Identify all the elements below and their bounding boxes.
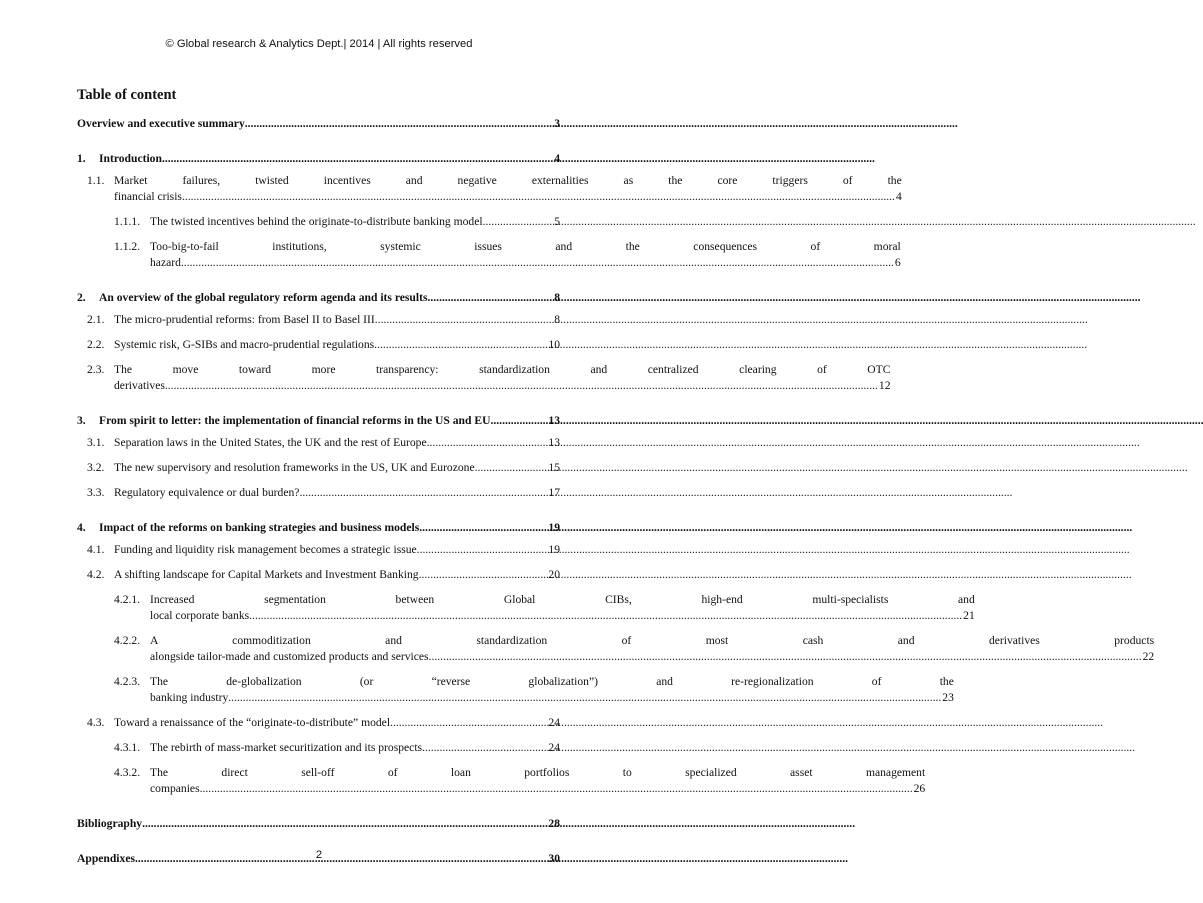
toc-entry-number: 4.2.2. bbox=[114, 634, 141, 647]
toc-entry-4-3[interactable] bbox=[87, 715, 560, 731]
toc-page-number: 13 bbox=[548, 414, 560, 427]
leader-dots bbox=[427, 435, 548, 451]
toc-entry-4-3-1[interactable] bbox=[114, 740, 560, 756]
toc-page-number: 17 bbox=[548, 486, 560, 499]
toc-page-number: 12 bbox=[878, 379, 891, 392]
leader-dots bbox=[419, 520, 547, 536]
leader-dots bbox=[162, 151, 553, 167]
table-of-contents bbox=[77, 112, 1155, 867]
toc-entry-4-1[interactable] bbox=[87, 542, 560, 558]
toc-entry-1-1-1[interactable] bbox=[114, 214, 560, 230]
toc-entry-title: An overview of the global regulatory reform agenda and its results bbox=[99, 291, 428, 304]
toc-entry-title-line1: A commoditization and standardization of most cash and derivatives products bbox=[150, 634, 1155, 647]
leader-dots bbox=[182, 189, 895, 205]
leader-dots bbox=[245, 116, 553, 132]
leader-dots bbox=[490, 413, 547, 429]
toc-entry-title-line1: Market failures, twisted incentives and negative externalities as the core triggers of the bbox=[114, 174, 902, 187]
toc-entry-bibliography[interactable] bbox=[77, 816, 560, 832]
leader-dots bbox=[374, 337, 547, 353]
toc-entry-title: Overview and executive summary bbox=[77, 117, 245, 130]
toc-page-number: 30 bbox=[548, 852, 560, 865]
leader-dots bbox=[427, 290, 553, 306]
toc-page-number: 26 bbox=[913, 782, 926, 795]
toc-entry-number: 4.2.1. bbox=[114, 593, 141, 606]
toc-entry-4-2[interactable] bbox=[87, 567, 560, 583]
toc-page-number: 23 bbox=[942, 691, 954, 704]
toc-entry-title-line1: The de-globalization (or “reverse globalization”) and re-regionalization of the bbox=[150, 675, 954, 688]
toc-entry-number: 3.1. bbox=[87, 436, 105, 449]
leader-dots bbox=[390, 715, 547, 731]
toc-entry-title-line1: Increased segmentation between Global CIBs, high-end multi-specialists and bbox=[150, 593, 975, 606]
toc-entry-title-line2: derivatives bbox=[114, 379, 165, 392]
toc-entry-title: The new supervisory and resolution frameworks in the US, UK and Eurozone bbox=[114, 461, 475, 474]
toc-entry-number: 3.3. bbox=[87, 486, 105, 499]
leader-dots bbox=[299, 485, 547, 501]
toc-entry-title: Toward a renaissance of the “originate-to-distribute” model bbox=[114, 716, 391, 729]
toc-entry-number: 4. bbox=[77, 521, 86, 534]
toc-entry-1-1[interactable] bbox=[87, 173, 902, 205]
toc-entry-number: 1. bbox=[77, 152, 86, 165]
toc-page-number: 22 bbox=[1142, 650, 1155, 663]
toc-entry-number: 1.1.2. bbox=[114, 240, 141, 253]
toc-entry-title: Systemic risk, G-SIBs and macro-prudential regulations bbox=[114, 338, 375, 351]
toc-page-number: 8 bbox=[554, 291, 560, 304]
toc-page-number: 13 bbox=[548, 436, 560, 449]
toc-entry-4-3-2[interactable] bbox=[114, 765, 926, 797]
toc-entry-section-2[interactable] bbox=[77, 290, 560, 306]
toc-entry-2-2[interactable] bbox=[87, 337, 560, 353]
toc-entry-number: 4.3.2. bbox=[114, 766, 141, 779]
leader-dots bbox=[483, 214, 554, 230]
toc-page-number: 19 bbox=[548, 543, 560, 556]
toc-entry-number: 2.1. bbox=[87, 313, 105, 326]
toc-entry-title: The rebirth of mass-market securitization and its prospects bbox=[150, 741, 423, 754]
toc-entry-1-1-2[interactable] bbox=[114, 239, 901, 271]
leader-dots bbox=[142, 816, 547, 832]
toc-page-number: 15 bbox=[548, 461, 560, 474]
toc-page-number: 28 bbox=[548, 817, 560, 830]
leader-dots bbox=[475, 460, 548, 476]
leader-dots bbox=[375, 312, 553, 328]
leader-dots bbox=[429, 649, 1142, 665]
toc-entry-number: 1.1.1. bbox=[114, 215, 141, 228]
toc-entry-title: Bibliography bbox=[77, 817, 143, 830]
leader-dots bbox=[249, 608, 962, 624]
page-header: © Global research & Analytics Dept.| 2014 | All rights reserved bbox=[165, 38, 473, 50]
toc-entry-number: 3.2. bbox=[87, 461, 105, 474]
toc-entry-number: 4.2.3. bbox=[114, 675, 141, 688]
toc-entry-title: The micro-prudential reforms: from Basel II to Basel III bbox=[114, 313, 375, 326]
leader-dots bbox=[200, 781, 913, 797]
toc-page-number: 24 bbox=[548, 741, 560, 754]
toc-page-number: 20 bbox=[548, 568, 560, 581]
toc-entry-title-line2: local corporate banks bbox=[150, 609, 250, 622]
toc-page-number: 21 bbox=[963, 609, 975, 622]
toc-entry-number: 2.3. bbox=[87, 363, 105, 376]
toc-entry-title-line1: The direct sell-off of loan portfolios to specialized asset management bbox=[150, 766, 926, 779]
toc-entry-title-line1: The move toward more transparency: standardization and centralized clearing of OTC bbox=[114, 363, 891, 376]
toc-entry-section-3[interactable] bbox=[77, 413, 560, 429]
toc-entry-4-2-3[interactable] bbox=[114, 674, 954, 706]
toc-entry-2-1[interactable] bbox=[87, 312, 560, 328]
toc-entry-title: A shifting landscape for Capital Markets and Investment Banking bbox=[114, 568, 419, 581]
leader-dots bbox=[165, 378, 878, 394]
toc-entry-number: 1.1. bbox=[87, 174, 105, 187]
toc-entry-number: 4.3. bbox=[87, 716, 105, 729]
toc-entry-3-1[interactable] bbox=[87, 435, 560, 451]
toc-entry-number: 3. bbox=[77, 414, 86, 427]
toc-page-number: 5 bbox=[554, 215, 560, 228]
leader-dots bbox=[228, 690, 941, 706]
toc-entry-title: Funding and liquidity risk management becomes a strategic issue bbox=[114, 543, 417, 556]
toc-entry-title-line2: alongside tailor-made and customized products and services bbox=[150, 650, 429, 663]
toc-entry-number: 4.3.1. bbox=[114, 741, 141, 754]
toc-entry-title: The twisted incentives behind the originate-to-distribute banking model bbox=[150, 215, 483, 228]
toc-entry-number: 2.2. bbox=[87, 338, 105, 351]
toc-entry-title: Regulatory equivalence or dual burden? bbox=[114, 486, 300, 499]
toc-page-number: 24 bbox=[548, 716, 560, 729]
toc-entry-4-2-1[interactable] bbox=[114, 592, 975, 624]
toc-page-number: 4 bbox=[554, 152, 560, 165]
toc-entry-title: From spirit to letter: the implementation of financial reforms in the US and EU bbox=[99, 414, 491, 427]
leader-dots bbox=[181, 255, 894, 271]
toc-entry-2-3[interactable] bbox=[87, 362, 891, 394]
toc-entry-number: 2. bbox=[77, 291, 86, 304]
toc-entry-title-line2: banking industry bbox=[150, 691, 229, 704]
page-number: 2 bbox=[315, 849, 323, 861]
toc-entry-section-4[interactable] bbox=[77, 520, 560, 536]
toc-title: Table of content bbox=[77, 87, 177, 103]
toc-entry-4-2-2[interactable] bbox=[114, 633, 1155, 665]
toc-entry-number: 4.2. bbox=[87, 568, 105, 581]
toc-entry-title-line2: hazard bbox=[150, 256, 181, 269]
toc-page-number: 8 bbox=[554, 313, 560, 326]
toc-page-number: 3 bbox=[554, 117, 560, 130]
leader-dots bbox=[417, 542, 548, 558]
toc-entry-number: 4.1. bbox=[87, 543, 105, 556]
toc-entry-title-line2: companies bbox=[150, 782, 200, 795]
toc-page-number: 10 bbox=[548, 338, 560, 351]
toc-entry-introduction[interactable] bbox=[77, 151, 560, 167]
toc-entry-title: Impact of the reforms on banking strategies and business models bbox=[99, 521, 420, 534]
leader-dots bbox=[422, 740, 547, 756]
toc-entry-3-2[interactable] bbox=[87, 460, 560, 476]
toc-entry-title: Separation laws in the United States, the UK and the rest of Europe bbox=[114, 436, 427, 449]
toc-entry-title-line2: financial crisis bbox=[114, 190, 182, 203]
toc-entry-overview[interactable] bbox=[77, 116, 560, 132]
toc-entry-title: Introduction bbox=[99, 152, 162, 165]
toc-entry-title-line1: Too-big-to-fail institutions, systemic issues and the consequences of moral bbox=[150, 240, 901, 253]
leader-dots bbox=[419, 567, 548, 583]
toc-page-number: 6 bbox=[894, 256, 901, 269]
toc-entry-3-3[interactable] bbox=[87, 485, 560, 501]
toc-page-number: 19 bbox=[548, 521, 560, 534]
toc-page-number: 4 bbox=[895, 190, 902, 203]
toc-entry-title: Appendixes bbox=[77, 852, 135, 865]
